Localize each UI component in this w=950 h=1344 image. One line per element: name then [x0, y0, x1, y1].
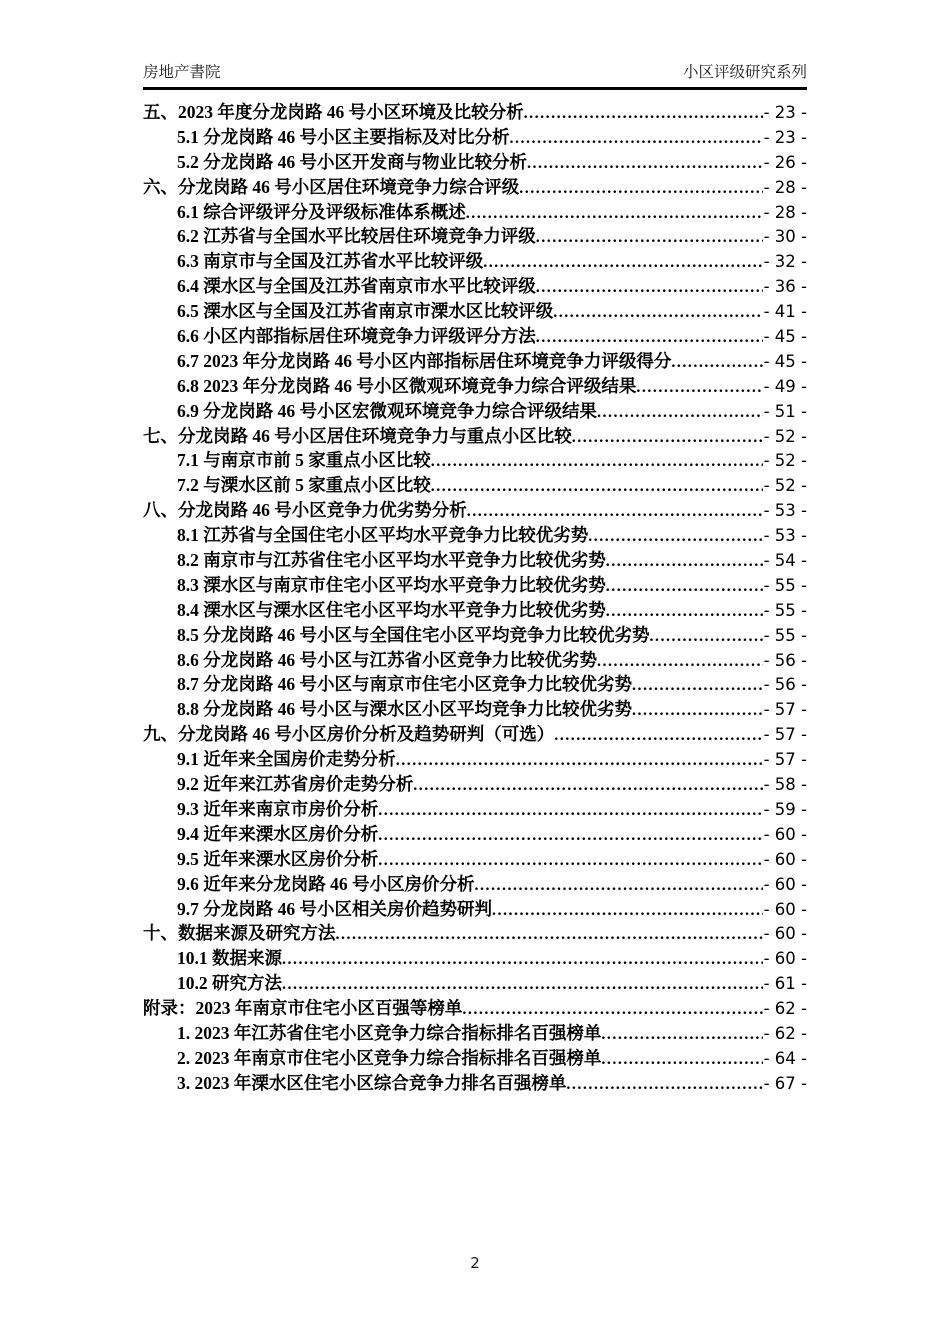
toc-entry-label: 九、分龙岗路 46 号小区房价分析及趋势研判（可选）: [143, 724, 555, 745]
toc-entry-page: - 62 -: [763, 1023, 807, 1043]
toc-entry-label: 8.8 分龙岗路 46 号小区与溧水区小区平均竞争力比较优劣势: [177, 699, 632, 720]
toc-entry[interactable]: [143, 921, 807, 946]
toc-dot-leader: [572, 426, 763, 449]
toc-dot-leader: [671, 351, 762, 374]
toc-entry-label: 3. 2023 年溧水区住宅小区综合竞争力排名百强榜单: [177, 1072, 567, 1093]
toc-entry[interactable]: [143, 249, 807, 274]
toc-entry[interactable]: [143, 498, 807, 523]
toc-dot-leader: [492, 899, 763, 922]
toc-entry[interactable]: [143, 648, 807, 673]
toc-dot-leader: [601, 1048, 762, 1071]
toc-entry-page: - 52 -: [763, 451, 807, 471]
header-right-text: 小区评级研究系列: [682, 64, 807, 81]
toc-entry[interactable]: [143, 897, 807, 922]
toc-entry-page: - 58 -: [763, 775, 807, 795]
toc-dot-leader: [606, 600, 763, 623]
toc-entry[interactable]: [143, 200, 807, 225]
toc-entry-page: - 55 -: [763, 600, 807, 620]
toc-entry-page: - 60 -: [763, 899, 807, 919]
toc-entry-page: - 55 -: [763, 625, 807, 645]
toc-entry-label: 五、2023 年度分龙岗路 46 号小区环境及比较分析: [143, 102, 524, 122]
toc-entry-page: - 23 -: [763, 127, 807, 147]
toc-entry-label: 附录：2023 年南京市住宅小区百强等榜单: [143, 998, 463, 1019]
toc-entry[interactable]: [143, 1071, 807, 1096]
toc-dot-leader: [553, 301, 762, 324]
toc-entry[interactable]: [143, 672, 807, 697]
toc-entry-label: 7.1 与南京市前 5 家重点小区比较: [177, 450, 431, 471]
toc-entry-page: - 60 -: [763, 824, 807, 844]
toc-entry[interactable]: [143, 473, 807, 498]
toc-entry-page: - 56 -: [763, 650, 807, 670]
toc-entry[interactable]: [143, 971, 807, 996]
toc-entry-page: - 59 -: [763, 799, 807, 819]
toc-entry[interactable]: [143, 349, 807, 374]
toc-entry-label: 10.2 研究方法: [177, 973, 282, 994]
toc-dot-leader: [554, 724, 762, 747]
page-header: [143, 0, 807, 83]
page-footer: [0, 1254, 950, 1272]
toc-dot-leader: [536, 226, 763, 249]
toc-dot-leader: [483, 251, 762, 274]
toc-entry[interactable]: [143, 1021, 807, 1046]
toc-entry[interactable]: [143, 946, 807, 971]
toc-dot-leader: [527, 152, 763, 175]
toc-entry-label: 6.1 综合评级评分及评级标准体系概述: [177, 201, 466, 222]
toc-entry-label: 6.9 分龙岗路 46 号小区宏微观环境竞争力综合评级结果: [177, 400, 597, 421]
toc-entry[interactable]: [143, 224, 807, 249]
toc-entry-label: 8.5 分龙岗路 46 号小区与全国住宅小区平均竞争力比较优劣势: [177, 624, 650, 645]
toc-dot-leader: [396, 749, 763, 772]
toc-dot-leader: [510, 127, 763, 150]
toc-dot-leader: [566, 1073, 762, 1096]
toc-entry[interactable]: [143, 797, 807, 822]
toc-dot-leader: [519, 177, 762, 200]
toc-entry[interactable]: [143, 548, 807, 573]
toc-entry-label: 六、分龙岗路 46 号小区居住环境竞争力综合评级: [143, 176, 520, 197]
toc-dot-leader: [378, 824, 762, 847]
toc-entry-label: 9.5 近年来溧水区房价分析: [177, 848, 379, 869]
toc-entry[interactable]: [143, 399, 807, 424]
toc-entry-label: 7.2 与溧水区前 5 家重点小区比较: [177, 475, 431, 496]
toc-entry-label: 6.7 2023 年分龙岗路 46 号小区内部指标居住环境竞争力评级得分: [177, 350, 672, 371]
toc-entry-page: - 52 -: [763, 476, 807, 496]
toc-entry-label: 6.3 南京市与全国及江苏省水平比较评级: [177, 251, 484, 272]
toc-entry-label: 6.4 溧水区与全国及江苏省南京市水平比较评级: [177, 276, 536, 297]
toc-entry-page: - 23 -: [763, 103, 807, 122]
toc-dot-leader: [466, 202, 763, 225]
toc-entry[interactable]: [143, 175, 807, 200]
toc-entry[interactable]: [143, 324, 807, 349]
toc-dot-leader: [462, 998, 762, 1021]
toc-dot-leader: [336, 923, 763, 946]
toc-entry-page: - 53 -: [763, 526, 807, 546]
toc-entry-page: - 49 -: [763, 376, 807, 396]
toc-entry-label: 8.6 分龙岗路 46 号小区与江苏省小区竞争力比较优劣势: [177, 649, 597, 670]
toc-entry[interactable]: [143, 125, 807, 150]
toc-entry[interactable]: [143, 523, 807, 548]
toc-dot-leader: [597, 401, 763, 424]
toc-entry-page: - 60 -: [763, 924, 807, 944]
toc-entry-label: 9.1 近年来全国房价走势分析: [177, 749, 396, 770]
toc-entry-label: 8.4 溧水区与溧水区住宅小区平均水平竞争力比较优劣势: [177, 599, 606, 620]
toc-entry-page: - 62 -: [763, 999, 807, 1019]
toc-entry-page: - 26 -: [763, 152, 807, 172]
toc-entry[interactable]: [143, 772, 807, 797]
toc-dot-leader: [632, 699, 763, 722]
toc-entry-label: 6.8 2023 年分龙岗路 46 号小区微观环境竞争力综合评级结果: [177, 375, 637, 396]
toc-entry[interactable]: [143, 573, 807, 598]
toc-dot-leader: [636, 376, 762, 399]
toc-entry-label: 七、分龙岗路 46 号小区居住环境竞争力与重点小区比较: [143, 425, 572, 446]
toc-entry[interactable]: [143, 1046, 807, 1071]
toc-dot-leader: [601, 1023, 762, 1046]
toc-entry-label: 八、分龙岗路 46 号小区竞争力优劣势分析: [143, 500, 467, 521]
toc-entry-page: - 64 -: [763, 1048, 807, 1068]
toc-entry-page: - 57 -: [763, 700, 807, 720]
toc-dot-leader: [467, 500, 763, 523]
toc-entry-page: - 45 -: [763, 351, 807, 371]
toc-entry-label: 8.7 分龙岗路 46 号小区与南京市住宅小区竞争力比较优劣势: [177, 674, 632, 695]
toc-entry[interactable]: [143, 847, 807, 872]
toc-entry[interactable]: [143, 299, 807, 324]
toc-entry[interactable]: [143, 822, 807, 847]
toc-dot-leader: [606, 575, 763, 598]
toc-dot-leader: [632, 674, 763, 697]
toc-entry[interactable]: [143, 747, 807, 772]
toc-entry-page: - 28 -: [763, 202, 807, 222]
toc-entry-label: 9.6 近年来分龙岗路 46 号小区房价分析: [177, 873, 475, 894]
toc-entry-label: 2. 2023 年南京市住宅小区竞争力综合指标排名百强榜单: [177, 1047, 602, 1068]
header-left-text: 房地产書院: [143, 64, 221, 81]
page-number: 2: [470, 1254, 480, 1272]
toc-entry-label: 5.2 分龙岗路 46 号小区开发商与物业比较分析: [177, 151, 527, 172]
toc-dot-leader: [588, 525, 762, 548]
toc-dot-leader: [524, 102, 763, 125]
toc-entry-label: 8.2 南京市与江苏省住宅小区平均水平竞争力比较优劣势: [177, 550, 606, 571]
toc-entry-label: 6.6 小区内部指标居住环境竞争力评级评分方法: [177, 326, 536, 347]
toc-entry-label: 9.2 近年来江苏省房价走势分析: [177, 774, 414, 795]
toc-entry-page: - 54 -: [763, 551, 807, 571]
toc-entry-label: 10.1 数据来源: [177, 948, 282, 969]
toc-entry-page: - 51 -: [763, 401, 807, 421]
toc-entry-page: - 67 -: [763, 1073, 807, 1093]
toc-dot-leader: [475, 874, 763, 897]
toc-entry-page: - 41 -: [763, 302, 807, 322]
toc-dot-leader: [282, 948, 763, 971]
table-of-contents: [143, 100, 807, 1096]
toc-dot-leader: [536, 326, 763, 349]
toc-entry-label: 1. 2023 年江苏省住宅小区竞争力综合指标排名百强榜单: [177, 1022, 602, 1043]
toc-dot-leader: [413, 774, 762, 797]
header-divider: [143, 87, 807, 90]
toc-entry-page: - 32 -: [763, 252, 807, 272]
toc-dot-leader: [606, 550, 763, 573]
toc-entry-page: - 60 -: [763, 949, 807, 969]
toc-entry[interactable]: [143, 424, 807, 449]
toc-dot-leader: [597, 650, 763, 673]
toc-entry-label: 6.5 溧水区与全国及江苏省南京市溧水区比较评级: [177, 301, 554, 322]
toc-entry-page: - 57 -: [763, 750, 807, 770]
toc-entry-page: - 57 -: [763, 725, 807, 745]
toc-entry-page: - 45 -: [763, 327, 807, 347]
toc-entry-page: - 60 -: [763, 874, 807, 894]
toc-entry-page: - 36 -: [763, 277, 807, 297]
toc-entry-label: 8.3 溧水区与南京市住宅小区平均水平竞争力比较优劣势: [177, 574, 606, 595]
toc-dot-leader: [282, 973, 763, 996]
toc-entry-page: - 55 -: [763, 575, 807, 595]
toc-entry-label: 8.1 江苏省与全国住宅小区平均水平竞争力比较优劣势: [177, 525, 589, 546]
toc-entry-label: 6.2 江苏省与全国水平比较居住环境竞争力评级: [177, 226, 536, 247]
toc-entry-page: - 30 -: [763, 227, 807, 247]
toc-dot-leader: [378, 849, 762, 872]
toc-entry-page: - 52 -: [763, 426, 807, 446]
toc-entry-label: 9.7 分龙岗路 46 号小区相关房价趋势研判: [177, 898, 492, 919]
toc-entry-label: 9.4 近年来溧水区房价分析: [177, 823, 379, 844]
toc-entry-page: - 60 -: [763, 849, 807, 869]
toc-entry-label: 5.1 分龙岗路 46 号小区主要指标及对比分析: [177, 126, 510, 147]
toc-entry-page: - 56 -: [763, 675, 807, 695]
toc-dot-leader: [536, 276, 763, 299]
toc-entry-page: - 28 -: [763, 177, 807, 197]
toc-entry[interactable]: [143, 623, 807, 648]
toc-dot-leader: [431, 475, 763, 498]
toc-entry[interactable]: [143, 100, 807, 125]
toc-entry[interactable]: [143, 150, 807, 175]
toc-entry-page: - 61 -: [763, 974, 807, 994]
toc-dot-leader: [431, 450, 763, 473]
toc-entry[interactable]: [143, 598, 807, 623]
toc-entry[interactable]: [143, 872, 807, 897]
toc-dot-leader: [378, 799, 762, 822]
toc-entry[interactable]: [143, 996, 807, 1021]
toc-entry[interactable]: [143, 274, 807, 299]
toc-entry[interactable]: [143, 448, 807, 473]
toc-dot-leader: [650, 625, 763, 648]
toc-entry-label: 9.3 近年来南京市房价分析: [177, 798, 379, 819]
toc-entry[interactable]: [143, 374, 807, 399]
toc-entry[interactable]: [143, 697, 807, 722]
toc-entry-page: - 53 -: [763, 501, 807, 521]
toc-entry-label: 十、数据来源及研究方法: [143, 923, 336, 944]
toc-entry[interactable]: [143, 722, 807, 747]
